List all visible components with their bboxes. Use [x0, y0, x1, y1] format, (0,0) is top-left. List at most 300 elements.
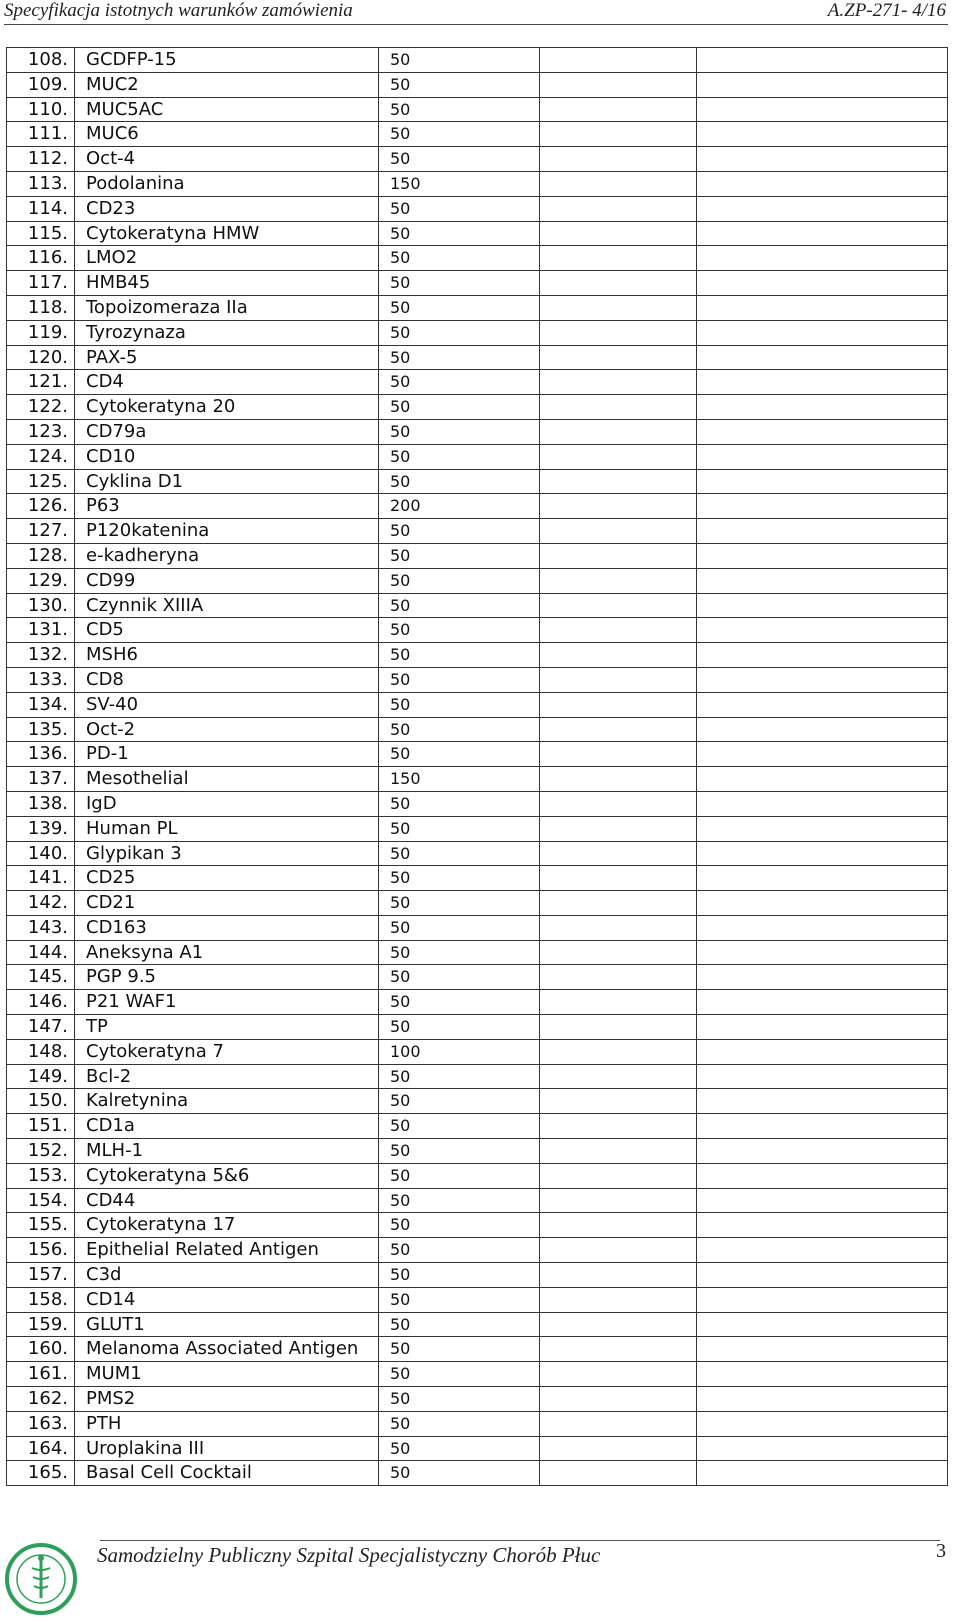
- empty-cell: [697, 717, 948, 742]
- table-row: [7, 246, 948, 271]
- antibody-name: HMB45: [75, 271, 379, 296]
- antibody-name: Mesothelial: [75, 767, 379, 792]
- empty-cell: [540, 1337, 697, 1362]
- quantity: 50: [379, 147, 540, 172]
- empty-cell: [697, 1461, 948, 1486]
- antibody-name: TP: [75, 1015, 379, 1040]
- table-row: [7, 1436, 948, 1461]
- quantity: 50: [379, 791, 540, 816]
- table-row: [7, 543, 948, 568]
- table-row: [7, 1089, 948, 1114]
- empty-cell: [540, 692, 697, 717]
- table-row: [7, 965, 948, 990]
- row-number: 133.: [7, 667, 75, 692]
- row-number: 144.: [7, 940, 75, 965]
- table-row: [7, 395, 948, 420]
- empty-cell: [697, 965, 948, 990]
- antibody-name: C3d: [75, 1263, 379, 1288]
- antibody-name: P63: [75, 494, 379, 519]
- row-number: 130.: [7, 593, 75, 618]
- antibody-name: Cytokeratyna 5&6: [75, 1163, 379, 1188]
- quantity: 50: [379, 444, 540, 469]
- empty-cell: [697, 767, 948, 792]
- table-row: [7, 791, 948, 816]
- antibody-name: MUM1: [75, 1362, 379, 1387]
- quantity: 50: [379, 1163, 540, 1188]
- row-number: 129.: [7, 568, 75, 593]
- empty-cell: [697, 543, 948, 568]
- row-number: 125.: [7, 469, 75, 494]
- antibody-name: PTH: [75, 1411, 379, 1436]
- row-number: 109.: [7, 72, 75, 97]
- empty-cell: [540, 1411, 697, 1436]
- quantity: 50: [379, 667, 540, 692]
- empty-cell: [540, 494, 697, 519]
- table-row: [7, 568, 948, 593]
- quantity: 50: [379, 72, 540, 97]
- antibody-name: GCDFP-15: [75, 48, 379, 73]
- empty-cell: [697, 469, 948, 494]
- empty-cell: [540, 1436, 697, 1461]
- antibody-name: Cyklina D1: [75, 469, 379, 494]
- table-row: [7, 767, 948, 792]
- quantity: 50: [379, 221, 540, 246]
- empty-cell: [540, 271, 697, 296]
- antibody-name: PGP 9.5: [75, 965, 379, 990]
- row-number: 147.: [7, 1015, 75, 1040]
- empty-cell: [697, 419, 948, 444]
- quantity: 50: [379, 246, 540, 271]
- row-number: 112.: [7, 147, 75, 172]
- antibody-name: Bcl-2: [75, 1064, 379, 1089]
- empty-cell: [540, 1015, 697, 1040]
- empty-cell: [540, 618, 697, 643]
- row-number: 139.: [7, 816, 75, 841]
- quantity: 150: [379, 171, 540, 196]
- empty-cell: [697, 519, 948, 544]
- quantity: 50: [379, 1436, 540, 1461]
- empty-cell: [697, 171, 948, 196]
- quantity: 50: [379, 891, 540, 916]
- table-row: [7, 48, 948, 73]
- empty-cell: [540, 1461, 697, 1486]
- header-reference: A.ZP-271- 4/16: [827, 0, 946, 21]
- empty-cell: [540, 1139, 697, 1164]
- table-row: [7, 519, 948, 544]
- empty-cell: [697, 866, 948, 891]
- table-row: [7, 1064, 948, 1089]
- quantity: 100: [379, 1039, 540, 1064]
- empty-cell: [540, 97, 697, 122]
- table-row: [7, 122, 948, 147]
- antibody-name: Human PL: [75, 816, 379, 841]
- empty-cell: [540, 990, 697, 1015]
- quantity: 50: [379, 866, 540, 891]
- antibody-name: MSH6: [75, 643, 379, 668]
- antibody-name: MUC6: [75, 122, 379, 147]
- empty-cell: [540, 1263, 697, 1288]
- row-number: 149.: [7, 1064, 75, 1089]
- empty-cell: [697, 791, 948, 816]
- empty-cell: [540, 48, 697, 73]
- table-row: [7, 1139, 948, 1164]
- antibody-name: Oct-4: [75, 147, 379, 172]
- antibody-name: Oct-2: [75, 717, 379, 742]
- row-number: 116.: [7, 246, 75, 271]
- antibody-name: Cytokeratyna 7: [75, 1039, 379, 1064]
- quantity: 50: [379, 320, 540, 345]
- antibody-name: CD99: [75, 568, 379, 593]
- row-number: 157.: [7, 1263, 75, 1288]
- row-number: 114.: [7, 196, 75, 221]
- quantity: 50: [379, 1362, 540, 1387]
- empty-cell: [540, 742, 697, 767]
- empty-cell: [697, 444, 948, 469]
- quantity: 50: [379, 593, 540, 618]
- row-number: 123.: [7, 419, 75, 444]
- table-row: [7, 1213, 948, 1238]
- empty-cell: [540, 816, 697, 841]
- table-row: [7, 1039, 948, 1064]
- quantity: 50: [379, 1213, 540, 1238]
- empty-cell: [540, 171, 697, 196]
- footer-institution: Samodzielny Publiczny Szpital Specjalistyczny Chorób Płuc: [97, 1543, 601, 1567]
- empty-cell: [540, 345, 697, 370]
- table-row: [7, 1263, 948, 1288]
- row-number: 158.: [7, 1287, 75, 1312]
- quantity: 50: [379, 915, 540, 940]
- quantity: 50: [379, 543, 540, 568]
- table-row: [7, 1015, 948, 1040]
- table-row: [7, 1337, 948, 1362]
- row-number: 138.: [7, 791, 75, 816]
- empty-cell: [540, 147, 697, 172]
- hospital-logo-icon: [4, 1542, 78, 1616]
- empty-cell: [540, 915, 697, 940]
- table-row: [7, 915, 948, 940]
- quantity: 50: [379, 1287, 540, 1312]
- quantity: 50: [379, 643, 540, 668]
- empty-cell: [697, 1337, 948, 1362]
- footer-divider: [100, 1540, 940, 1541]
- empty-cell: [540, 1362, 697, 1387]
- row-number: 121.: [7, 370, 75, 395]
- row-number: 122.: [7, 395, 75, 420]
- empty-cell: [540, 196, 697, 221]
- quantity: 50: [379, 1312, 540, 1337]
- empty-cell: [697, 221, 948, 246]
- row-number: 143.: [7, 915, 75, 940]
- antibody-name: Podolanina: [75, 171, 379, 196]
- antibody-name: PAX-5: [75, 345, 379, 370]
- empty-cell: [540, 717, 697, 742]
- empty-cell: [697, 1188, 948, 1213]
- empty-cell: [697, 295, 948, 320]
- empty-cell: [540, 841, 697, 866]
- row-number: 165.: [7, 1461, 75, 1486]
- row-number: 145.: [7, 965, 75, 990]
- row-number: 111.: [7, 122, 75, 147]
- quantity: 50: [379, 940, 540, 965]
- empty-cell: [540, 1213, 697, 1238]
- row-number: 132.: [7, 643, 75, 668]
- empty-cell: [697, 1312, 948, 1337]
- antibody-name: Tyrozynaza: [75, 320, 379, 345]
- antibody-name: Aneksyna A1: [75, 940, 379, 965]
- row-number: 128.: [7, 543, 75, 568]
- empty-cell: [540, 940, 697, 965]
- quantity: 50: [379, 692, 540, 717]
- empty-cell: [697, 1114, 948, 1139]
- antibody-name: Cytokeratyna 20: [75, 395, 379, 420]
- table-row: [7, 221, 948, 246]
- antibody-name: MUC2: [75, 72, 379, 97]
- quantity: 50: [379, 841, 540, 866]
- table-row: [7, 196, 948, 221]
- row-number: 117.: [7, 271, 75, 296]
- row-number: 118.: [7, 295, 75, 320]
- row-number: 140.: [7, 841, 75, 866]
- antibody-name: Cytokeratyna HMW: [75, 221, 379, 246]
- quantity: 50: [379, 965, 540, 990]
- empty-cell: [540, 320, 697, 345]
- empty-cell: [697, 1387, 948, 1412]
- quantity: 50: [379, 816, 540, 841]
- empty-cell: [697, 891, 948, 916]
- table-row: [7, 816, 948, 841]
- antibody-name: P21 WAF1: [75, 990, 379, 1015]
- row-number: 160.: [7, 1337, 75, 1362]
- row-number: 124.: [7, 444, 75, 469]
- empty-cell: [697, 1238, 948, 1263]
- table-row: [7, 891, 948, 916]
- table-row: [7, 147, 948, 172]
- row-number: 150.: [7, 1089, 75, 1114]
- empty-cell: [697, 568, 948, 593]
- row-number: 110.: [7, 97, 75, 122]
- empty-cell: [697, 370, 948, 395]
- empty-cell: [697, 667, 948, 692]
- empty-cell: [540, 295, 697, 320]
- quantity: 50: [379, 717, 540, 742]
- empty-cell: [540, 1089, 697, 1114]
- antibody-table: [6, 47, 948, 1486]
- empty-cell: [540, 246, 697, 271]
- empty-cell: [540, 568, 697, 593]
- row-number: 163.: [7, 1411, 75, 1436]
- empty-cell: [697, 1213, 948, 1238]
- antibody-name: CD10: [75, 444, 379, 469]
- antibody-name: CD14: [75, 1287, 379, 1312]
- row-number: 161.: [7, 1362, 75, 1387]
- empty-cell: [697, 1263, 948, 1288]
- quantity: 50: [379, 196, 540, 221]
- empty-cell: [540, 519, 697, 544]
- table-row: [7, 1411, 948, 1436]
- antibody-name: Glypikan 3: [75, 841, 379, 866]
- quantity: 50: [379, 1263, 540, 1288]
- empty-cell: [697, 1064, 948, 1089]
- empty-cell: [697, 692, 948, 717]
- empty-cell: [697, 1089, 948, 1114]
- row-number: 142.: [7, 891, 75, 916]
- table-row: [7, 643, 948, 668]
- antibody-name: CD163: [75, 915, 379, 940]
- row-number: 134.: [7, 692, 75, 717]
- empty-cell: [540, 122, 697, 147]
- table-row: [7, 469, 948, 494]
- quantity: 50: [379, 271, 540, 296]
- quantity: 50: [379, 295, 540, 320]
- antibody-name: PMS2: [75, 1387, 379, 1412]
- header-divider: [4, 24, 948, 25]
- empty-cell: [697, 147, 948, 172]
- antibody-name: Topoizomeraza IIa: [75, 295, 379, 320]
- empty-cell: [697, 72, 948, 97]
- row-number: 146.: [7, 990, 75, 1015]
- antibody-name: CD23: [75, 196, 379, 221]
- antibody-name: e-kadheryna: [75, 543, 379, 568]
- quantity: 50: [379, 419, 540, 444]
- empty-cell: [697, 593, 948, 618]
- quantity: 50: [379, 1188, 540, 1213]
- empty-cell: [697, 1411, 948, 1436]
- empty-cell: [540, 767, 697, 792]
- row-number: 159.: [7, 1312, 75, 1337]
- row-number: 131.: [7, 618, 75, 643]
- empty-cell: [540, 1188, 697, 1213]
- antibody-name: Epithelial Related Antigen: [75, 1238, 379, 1263]
- empty-cell: [540, 543, 697, 568]
- empty-cell: [697, 395, 948, 420]
- empty-cell: [540, 643, 697, 668]
- empty-cell: [697, 271, 948, 296]
- quantity: 50: [379, 742, 540, 767]
- empty-cell: [697, 841, 948, 866]
- row-number: 153.: [7, 1163, 75, 1188]
- table-row: [7, 370, 948, 395]
- table-row: [7, 1287, 948, 1312]
- table-row: [7, 1387, 948, 1412]
- empty-cell: [540, 1114, 697, 1139]
- row-number: 156.: [7, 1238, 75, 1263]
- quantity: 150: [379, 767, 540, 792]
- table-row: [7, 618, 948, 643]
- empty-cell: [540, 444, 697, 469]
- quantity: 200: [379, 494, 540, 519]
- empty-cell: [540, 891, 697, 916]
- table-row: [7, 345, 948, 370]
- empty-cell: [697, 246, 948, 271]
- table-row: [7, 841, 948, 866]
- row-number: 135.: [7, 717, 75, 742]
- quantity: 50: [379, 1411, 540, 1436]
- table-row: [7, 1163, 948, 1188]
- row-number: 151.: [7, 1114, 75, 1139]
- empty-cell: [697, 494, 948, 519]
- row-number: 127.: [7, 519, 75, 544]
- table-row: [7, 320, 948, 345]
- empty-cell: [697, 1163, 948, 1188]
- empty-cell: [540, 395, 697, 420]
- quantity: 50: [379, 568, 540, 593]
- empty-cell: [697, 1436, 948, 1461]
- empty-cell: [697, 915, 948, 940]
- antibody-name: CD1a: [75, 1114, 379, 1139]
- table-row: [7, 97, 948, 122]
- quantity: 50: [379, 48, 540, 73]
- empty-cell: [540, 1039, 697, 1064]
- table-row: [7, 1188, 948, 1213]
- empty-cell: [697, 1015, 948, 1040]
- empty-cell: [697, 990, 948, 1015]
- empty-cell: [697, 940, 948, 965]
- empty-cell: [540, 221, 697, 246]
- empty-cell: [540, 1312, 697, 1337]
- row-number: 141.: [7, 866, 75, 891]
- empty-cell: [697, 1039, 948, 1064]
- table-body: [7, 48, 948, 1486]
- table-row: [7, 271, 948, 296]
- page-number: 3: [936, 1540, 946, 1562]
- empty-cell: [697, 122, 948, 147]
- quantity: 50: [379, 1114, 540, 1139]
- row-number: 152.: [7, 1139, 75, 1164]
- empty-cell: [697, 48, 948, 73]
- table-row: [7, 171, 948, 196]
- antibody-name: Melanoma Associated Antigen: [75, 1337, 379, 1362]
- empty-cell: [697, 97, 948, 122]
- antibody-name: CD44: [75, 1188, 379, 1213]
- quantity: 50: [379, 1139, 540, 1164]
- antibody-name: Basal Cell Cocktail: [75, 1461, 379, 1486]
- empty-cell: [540, 1064, 697, 1089]
- quantity: 50: [379, 519, 540, 544]
- table-row: [7, 1114, 948, 1139]
- row-number: 113.: [7, 171, 75, 196]
- table-row: [7, 494, 948, 519]
- quantity: 50: [379, 122, 540, 147]
- table-row: [7, 1362, 948, 1387]
- antibody-name: P120katenina: [75, 519, 379, 544]
- empty-cell: [540, 469, 697, 494]
- empty-cell: [540, 667, 697, 692]
- antibody-name: Cytokeratyna 17: [75, 1213, 379, 1238]
- empty-cell: [540, 370, 697, 395]
- empty-cell: [540, 1387, 697, 1412]
- antibody-name: GLUT1: [75, 1312, 379, 1337]
- empty-cell: [697, 345, 948, 370]
- row-number: 155.: [7, 1213, 75, 1238]
- row-number: 108.: [7, 48, 75, 73]
- table-row: [7, 742, 948, 767]
- empty-cell: [540, 1287, 697, 1312]
- antibody-name: Czynnik XIIIA: [75, 593, 379, 618]
- empty-cell: [697, 816, 948, 841]
- table-row: [7, 1238, 948, 1263]
- empty-cell: [697, 742, 948, 767]
- antibody-name: SV-40: [75, 692, 379, 717]
- antibody-name: CD79a: [75, 419, 379, 444]
- table-row: [7, 295, 948, 320]
- antibody-name: MUC5AC: [75, 97, 379, 122]
- empty-cell: [540, 791, 697, 816]
- quantity: 50: [379, 618, 540, 643]
- antibody-name: Uroplakina III: [75, 1436, 379, 1461]
- table-row: [7, 692, 948, 717]
- table-row: [7, 990, 948, 1015]
- quantity: 50: [379, 97, 540, 122]
